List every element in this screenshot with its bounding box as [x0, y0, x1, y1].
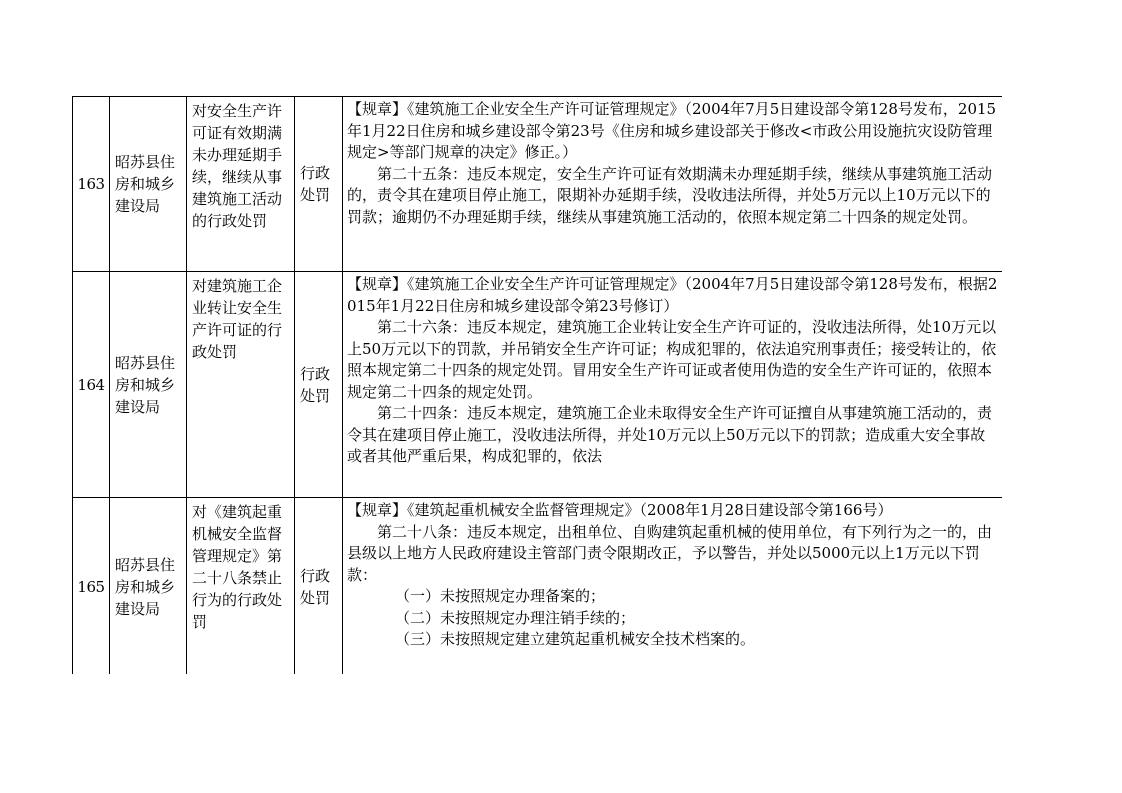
table-row	[73, 498, 1003, 675]
penalty-table	[72, 96, 1002, 674]
penalty-type: 行政处罚	[295, 97, 343, 272]
table-row	[73, 272, 1003, 498]
row-number: 163	[73, 97, 110, 272]
implementing-agency: 昭苏县住房和城乡建设局	[110, 498, 187, 675]
regulation-citation: 【规章】《建筑起重机械安全监督管理规定》（2008年1月28日建设部令第166号）	[347, 501, 893, 519]
implementing-agency: 昭苏县住房和城乡建设局	[110, 97, 187, 272]
article-text: 第二十六条：违反本规定，建筑施工企业转让安全生产许可证的，没收违法所得，处10万元以上50万元以下的罚款，并吊销安全生产许可证；构成犯罪的，依法追究刑事责任；接受转让的，依照本规定第二十四条的规定处罚。冒用安全生产许可证或者使用伪造的安全生产许可证的，依照本规定第二十四条的规定处罚。	[347, 318, 997, 401]
table-row	[73, 97, 1003, 272]
legal-basis-cell	[343, 97, 1003, 272]
article-text: 第二十五条：违反本规定，安全生产许可证有效期满未办理延期手续，继续从事建筑施工活动的，责令其在建项目停止施工，限期补办延期手续，没收违法所得，并处5万元以上10万元以下的罚款；逾期仍不办理延期手续，继续从事建筑施工活动的，依照本规定第二十四条的规定处罚。	[347, 164, 993, 226]
penalty-item-name: 对《建筑起重机械安全监督管理规定》第二十八条禁止行为的行政处罚	[187, 498, 295, 675]
list-item: （二）未按照规定办理注销手续的；	[395, 608, 636, 627]
penalty-type: 行政处罚	[295, 272, 343, 498]
row-number: 164	[73, 272, 110, 498]
article-text: 第二十四条：违反本规定，建筑施工企业未取得安全生产许可证擅自从事建筑施工活动的，责令其在建项目停止施工，没收违法所得，并处10万元以上50万元以下的罚款；造成重大安全事故或者其他严重后果，构成犯罪的，依法	[347, 404, 993, 465]
document-page	[72, 96, 1002, 674]
regulation-citation: 【规章】《建筑施工企业安全生产许可证管理规定》（2004年7月5日建设部令第128号发布，根据2015年1月22日住房和城乡建设部令第23号修订）	[347, 275, 998, 315]
list-item: （三）未按照规定建立建筑起重机械安全技术档案的。	[395, 630, 756, 648]
regulation-citation: 【规章】《建筑施工企业安全生产许可证管理规定》（2004年7月5日建设部令第128号发布，2015年1月22日住房和城乡建设部令第23号《住房和城乡建设部关于修改<市政公用设施抗灾设防管理规定>等部门规章的决定》修正。）	[347, 100, 997, 161]
legal-basis-cell	[343, 272, 1003, 498]
penalty-item-name: 对安全生产许可证有效期满未办理延期手续，继续从事建筑施工活动的行政处罚	[187, 97, 295, 272]
penalty-item-name: 对建筑施工企业转让安全生产许可证的行政处罚	[187, 272, 295, 498]
list-item: （一）未按照规定办理备案的；	[395, 587, 606, 605]
penalty-type: 行政处罚	[295, 498, 343, 675]
implementing-agency: 昭苏县住房和城乡建设局	[110, 272, 187, 498]
legal-basis-cell	[343, 498, 1003, 675]
article-text: 第二十八条：违反本规定，出租单位、自购建筑起重机械的使用单位，有下列行为之一的，由县级以上地方人民政府建设主管部门责令限期改正，予以警告，并处以5000元以上1万元以下罚款：	[347, 522, 993, 584]
row-number: 165	[73, 498, 110, 675]
